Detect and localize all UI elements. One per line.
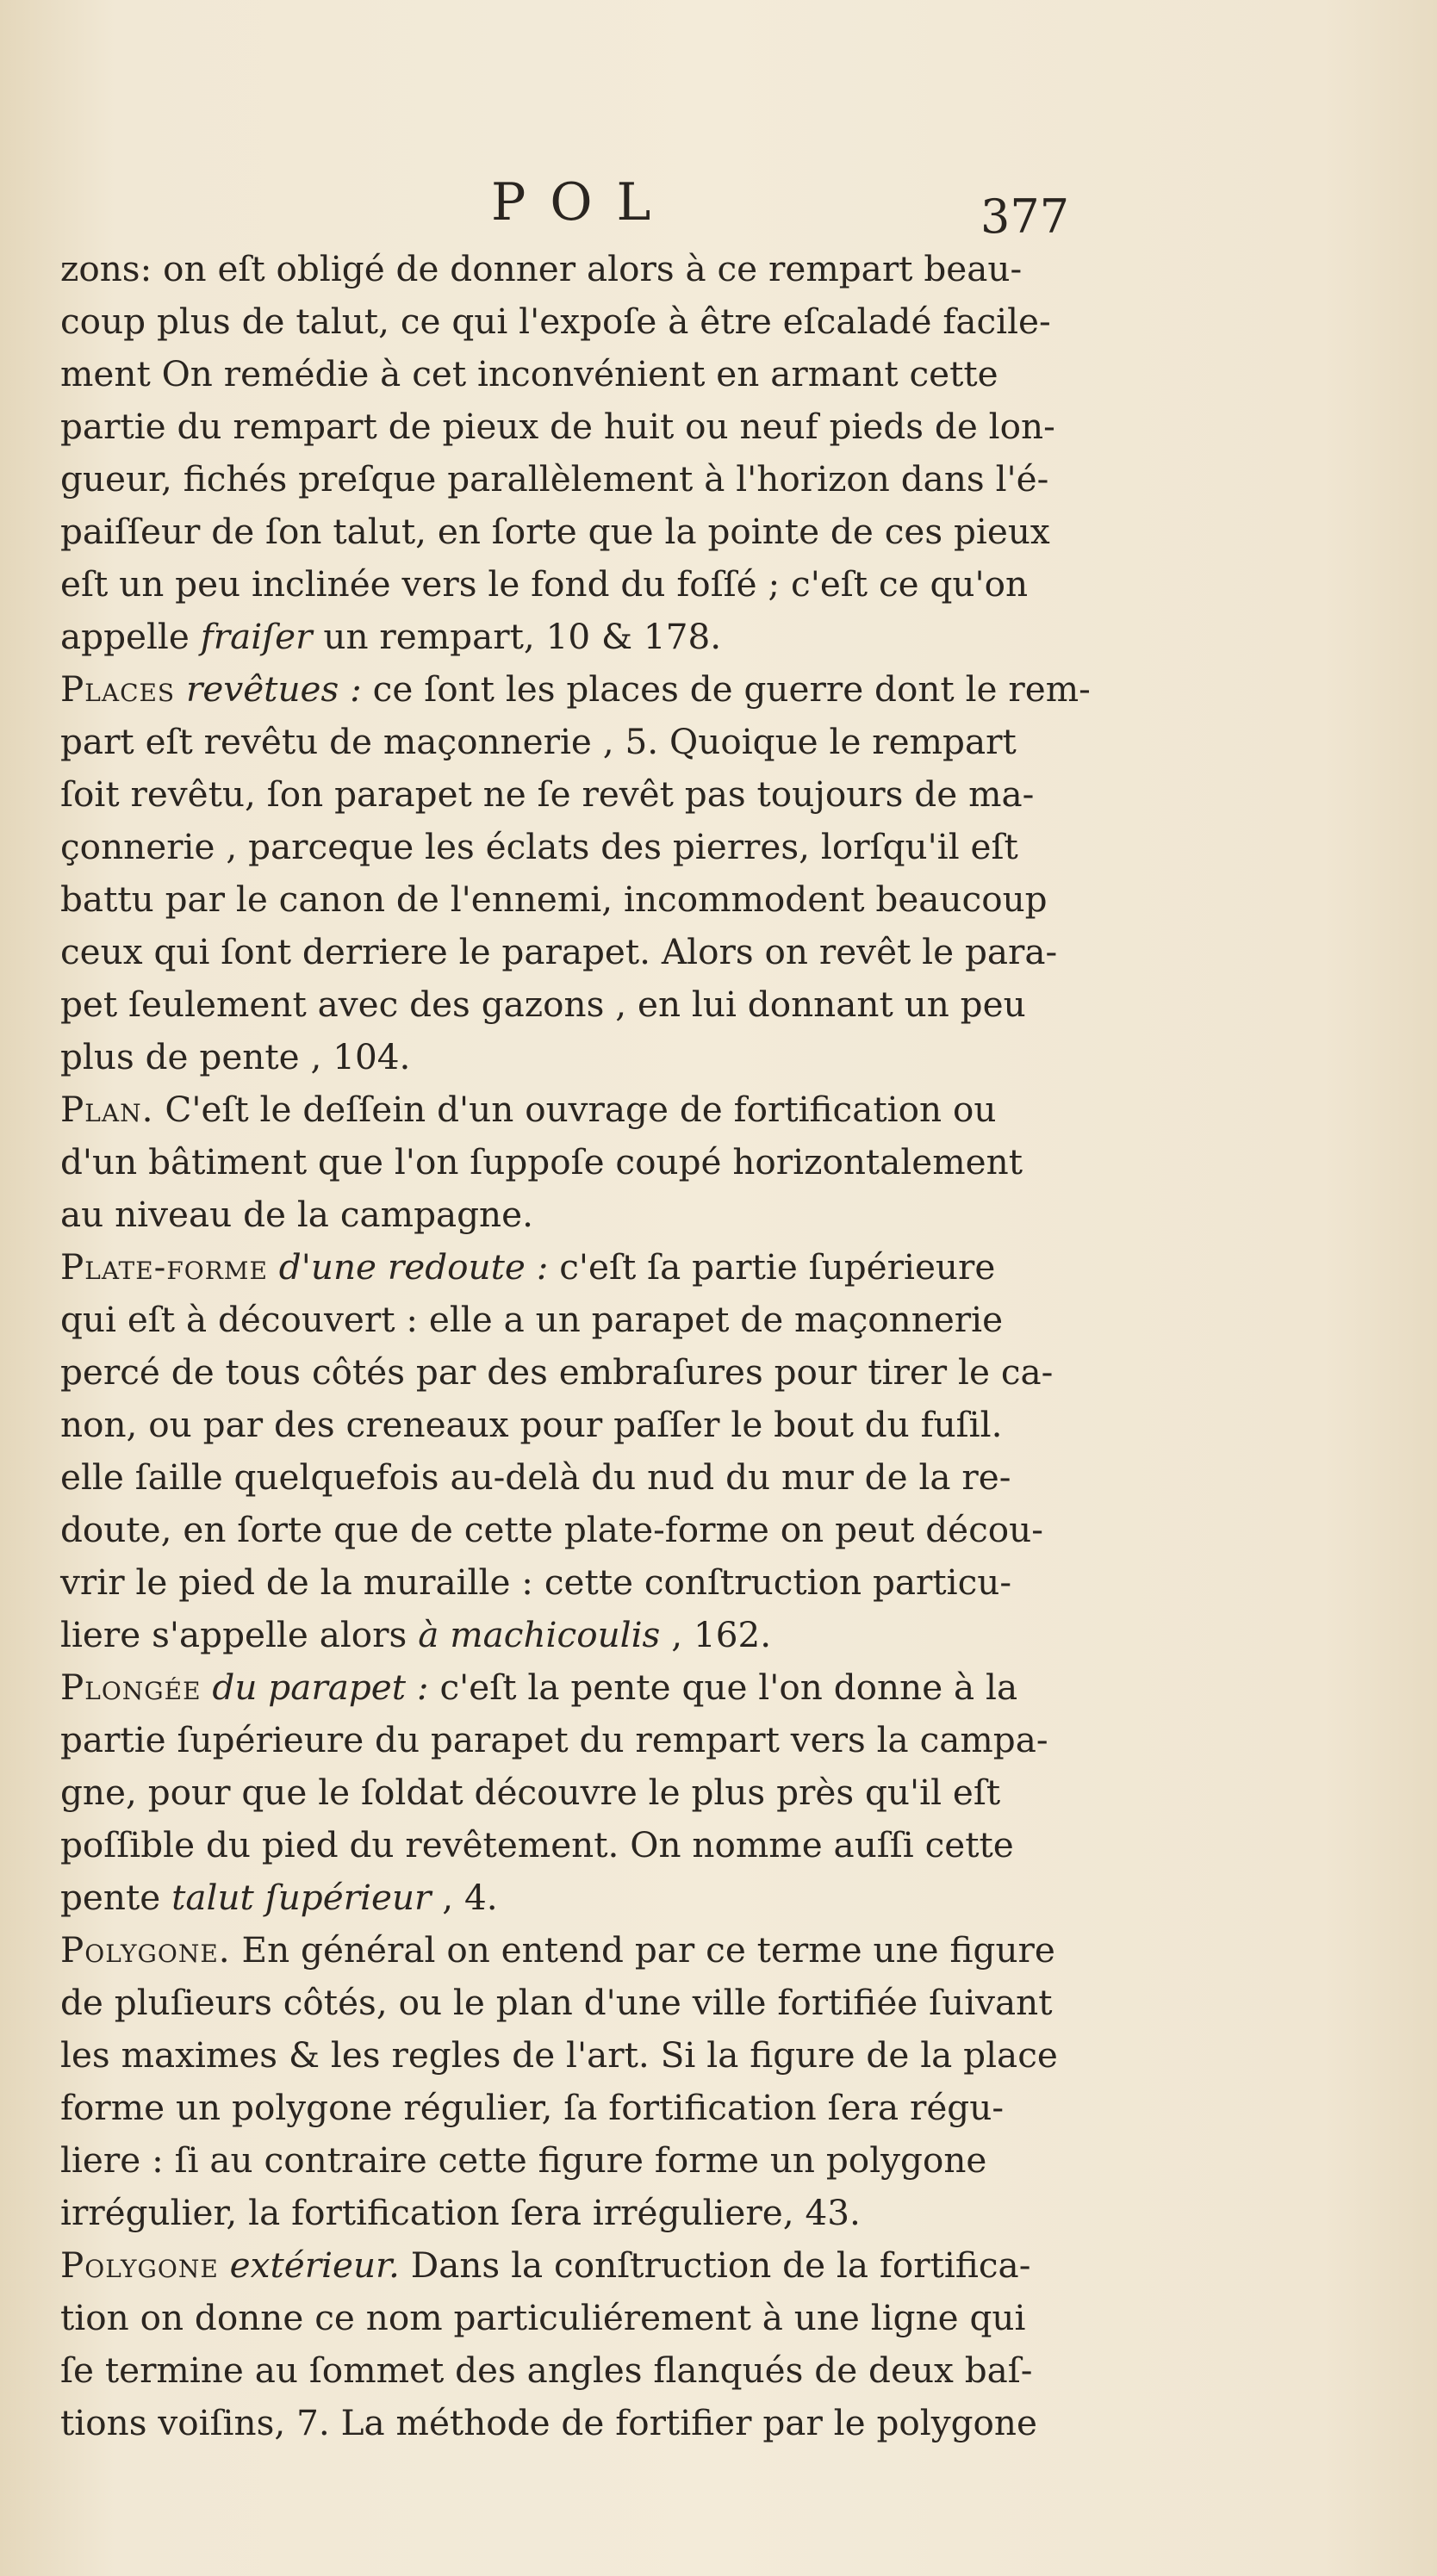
qualifier: d'une redoute :	[267, 1246, 549, 1288]
headword: Plate-forme	[60, 1246, 268, 1288]
text-line: partie du rempart de pieux de huit ou neuf pieds de lon-	[60, 406, 1055, 447]
italic-term: talut ſupérieur	[171, 1877, 432, 1918]
text-line: elle ſaille quelquefois au-delà du nud du mur de la re-	[60, 1456, 1011, 1498]
text-line: au niveau de la campagne.	[60, 1194, 533, 1235]
text-line	[60, 663, 1129, 716]
text-line: vrir le pied de la muraille : cette conſtruction particu-	[60, 1561, 1012, 1603]
text-line: ſoit revêtu, ſon parapet ne ſe revêt pas toujours de ma-	[60, 773, 1035, 815]
text-run: En général on entend par ce terme une figure	[230, 1929, 1055, 1971]
page-number: 377	[980, 189, 1070, 244]
text-line: non, ou par des creneaux pour paſſer le bout du fuſil.	[60, 1404, 1003, 1445]
text-line: partie ſupérieure du parapet du rempart vers la campa-	[60, 1719, 1048, 1760]
text-run: c'eſt ſa partie ſupérieure	[548, 1246, 996, 1288]
text-line: irrégulier, la fortification ſera irréguliere, 43.	[60, 2192, 861, 2233]
headword: Polygone	[60, 2244, 219, 2286]
text-line: plus de pente , 104.	[60, 1036, 411, 1077]
entry-continuation	[60, 243, 1129, 663]
page-header	[0, 164, 1437, 244]
qualifier: revêtues :	[175, 668, 362, 710]
text-line: pet ſeulement avec des gazons , en lui donnant un peu	[60, 984, 1026, 1025]
text-line: eſt un peu inclinée vers le fond du foſſé ; c'eſt ce qu'on	[60, 563, 1029, 605]
text-line: les maximes & les regles de l'art. Si la figure de la place	[60, 2034, 1058, 2076]
text-line: zons: on eſt obligé de donner alors à ce rempart beau-	[60, 248, 1023, 289]
text-line	[60, 1083, 1129, 1136]
qualifier: extérieur.	[218, 2244, 400, 2286]
text-run: Dans la conſtruction de la fortifica-	[399, 2244, 1031, 2286]
text-line: doute, en ſorte que de cette plate-forme on peut décou-	[60, 1509, 1043, 1550]
qualifier: du parapet :	[201, 1667, 429, 1708]
entry-plan	[60, 1083, 1129, 1241]
text-line: battu par le canon de l'ennemi, incommodent beaucoup	[60, 878, 1048, 920]
text-run: appelle	[60, 616, 201, 657]
entry-places-revetues	[60, 663, 1129, 1083]
text-line: gne, pour que le ſoldat découvre le plus près qu'il eſt	[60, 1772, 1001, 1813]
text-line: d'un bâtiment que l'on ſuppoſe coupé horizontalement	[60, 1141, 1023, 1182]
text-run: c'eſt la pente que l'on donne à la	[428, 1667, 1018, 1708]
text-line: tion on donne ce nom particuliérement à une ligne qui	[60, 2297, 1026, 2338]
text-line	[60, 1924, 1129, 1977]
text-line	[60, 1609, 1129, 1661]
text-line: ſe termine au ſommet des angles flanqués de deux baſ-	[60, 2349, 1033, 2391]
text-line	[60, 1241, 1129, 1294]
italic-term: fraiſer	[200, 616, 313, 657]
text-line	[60, 2239, 1129, 2292]
text-run: , 162.	[660, 1614, 772, 1655]
headword: Places	[60, 668, 176, 710]
text-run: liere s'appelle alors	[60, 1614, 419, 1655]
text-line: poſſible du pied du revêtement. On nomme auſſi cette	[60, 1824, 1014, 1865]
italic-term: à machicoulis	[418, 1614, 661, 1655]
text-line: part eſt revêtu de maçonnerie , 5. Quoique le rempart	[60, 721, 1017, 762]
entry-polygone	[60, 1924, 1129, 2239]
headword: Plongée	[60, 1667, 202, 1708]
text-line: tions voiſins, 7. La méthode de fortifier par le polygone	[60, 2402, 1037, 2443]
text-line: liere : ſi au contraire cette figure forme un polygone	[60, 2139, 987, 2181]
headword: Plan.	[60, 1089, 154, 1130]
text-line: ment On remédie à cet inconvénient en armant cette	[60, 353, 998, 394]
text-line: coup plus de talut, ce qui l'expoſe à être eſcaladé facile-	[60, 301, 1051, 342]
text-line	[60, 611, 1129, 663]
text-line: gueur, fichés preſque parallèlement à l'horizon dans l'é-	[60, 458, 1049, 500]
text-run: ce ſont les places de guerre dont le rem-	[361, 668, 1091, 710]
text-line: çonnerie , parceque les éclats des pierres, lorſqu'il eſt	[60, 826, 1018, 867]
text-run: un rempart, 10 & 178.	[312, 616, 722, 657]
text-run: pente	[60, 1877, 172, 1918]
text-line	[60, 1661, 1129, 1714]
dictionary-text	[60, 243, 1129, 2449]
text-line: forme un polygone régulier, ſa fortification ſera régu-	[60, 2087, 1005, 2128]
headword: Polygone.	[60, 1929, 231, 1971]
text-line: de pluſieurs côtés, ou le plan d'une ville fortifiée ſuivant	[60, 1982, 1053, 2023]
entry-plongee	[60, 1661, 1129, 1924]
running-head: POL	[491, 172, 675, 233]
entry-polygone-exterieur	[60, 2239, 1129, 2449]
text-line: paiſſeur de ſon talut, en ſorte que la pointe de ces pieux	[60, 511, 1050, 552]
text-run: C'eſt le deſſein d'un ouvrage de fortification ou	[153, 1089, 997, 1130]
text-run: , 4.	[431, 1877, 498, 1918]
text-line: percé de tous côtés par des embraſures pour tirer le ca-	[60, 1351, 1054, 1393]
text-line	[60, 1871, 1129, 1924]
text-line: ceux qui ſont derriere le parapet. Alors on revêt le para-	[60, 931, 1058, 972]
entry-plate-forme	[60, 1241, 1129, 1661]
text-line: qui eſt à découvert : elle a un parapet de maçonnerie	[60, 1299, 1004, 1340]
